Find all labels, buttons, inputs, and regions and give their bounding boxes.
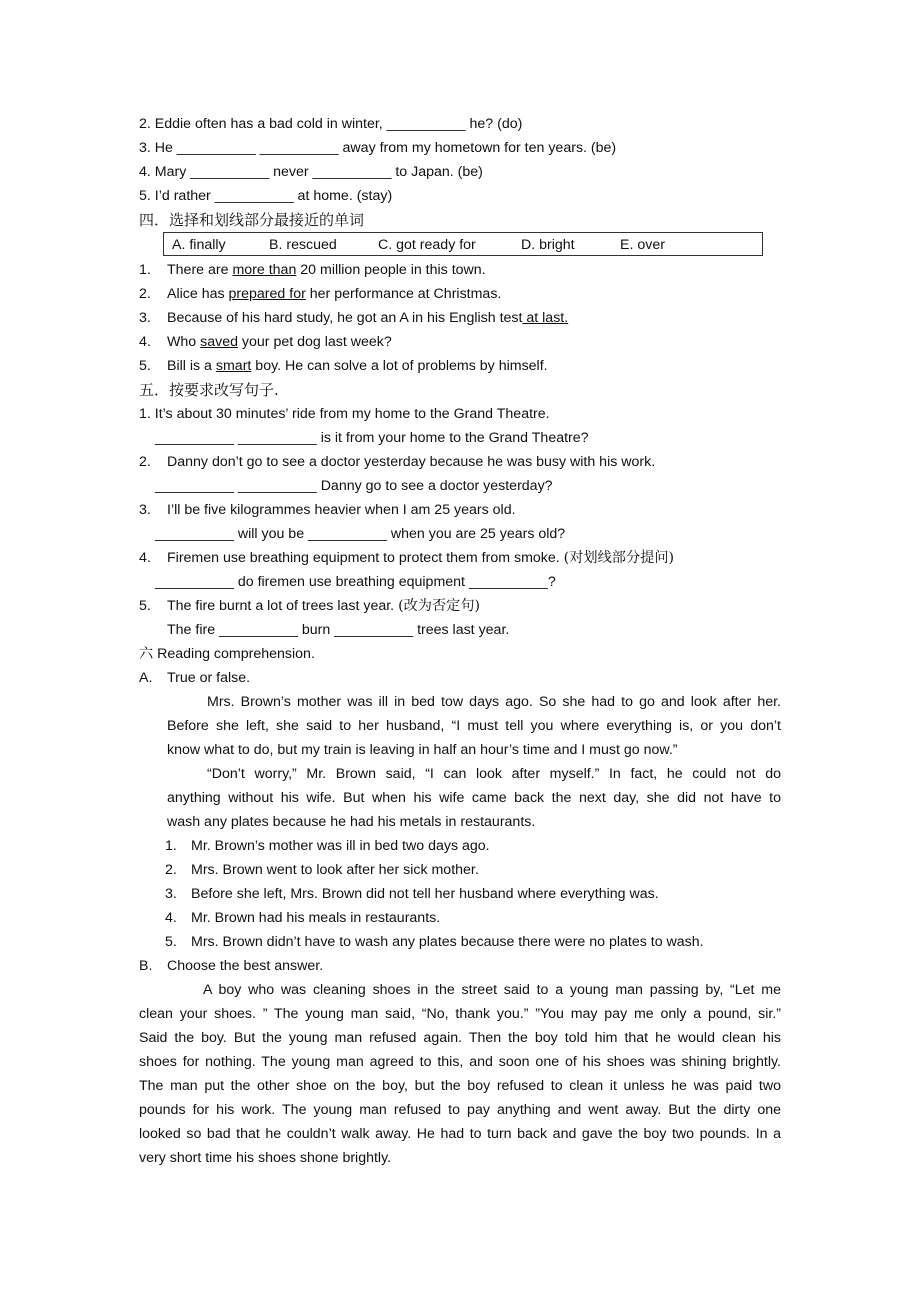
part-a-heading	[139, 668, 250, 688]
options-box	[163, 232, 763, 256]
underlined-phrase: smart	[215, 358, 252, 374]
item-text: Who	[167, 334, 201, 350]
passage-b-line: very short time his shoes shone brightly.	[139, 1150, 392, 1166]
passage-b-line: clean your shoes. ” The young man said, “No, thank you.” ”You may pay me only a pound, sir.”	[139, 1006, 781, 1022]
question-3-5: 5. I’d rather __________ at home. (stay)	[139, 188, 393, 204]
item-text: Mrs. Brown went to look after her sick mother.	[191, 862, 479, 878]
part-label: A.	[139, 670, 153, 686]
item-text: Mr. Brown had his meals in restaurants.	[191, 910, 441, 926]
option-a: A. finally	[172, 237, 226, 253]
item-number: 1.	[165, 838, 177, 854]
item-text: Mrs. Brown didn’t have to wash any plates because there were no plates to wash.	[191, 934, 704, 950]
option-b: B. rescued	[269, 237, 337, 253]
underlined-phrase: at last.	[522, 310, 569, 326]
true-false-statement	[165, 884, 659, 904]
item-number: 4.	[139, 334, 151, 350]
passage-a-line: Mrs. Brown’s mother was ill in bed tow days ago. So she had to go and look after her.	[207, 694, 781, 710]
true-false-statement	[165, 836, 490, 856]
part-title: True or false.	[167, 670, 251, 686]
question-3-4: 4. Mary __________ never __________ to Japan. (be)	[139, 164, 483, 180]
item-number: 4.	[139, 550, 151, 566]
item-text: Firemen use breathing equipment to protect them from smoke.	[167, 550, 564, 566]
rewrite-answer-1: __________ __________ is it from your home to the Grand Theatre?	[155, 430, 589, 446]
synonym-item	[139, 332, 392, 352]
synonym-item	[139, 356, 548, 376]
passage-b-line: pounds for his work. The young man refused to pay anything and went away. But the dirty one	[139, 1102, 781, 1118]
instruction-zh: (对划线部分提问)	[563, 550, 675, 566]
passage-a-line: Before she left, she said to her husband, “I must tell you where everything is, or you don’t	[167, 718, 781, 734]
item-text: The fire burnt a lot of trees last year.	[167, 598, 399, 614]
option-d: D. bright	[521, 237, 575, 253]
passage-a-line: know what to do, but my train is leaving in half an hour’s time and I must go now.”	[167, 742, 678, 758]
item-text: 20 million people in this town.	[296, 262, 486, 278]
section-title: Reading comprehension.	[153, 646, 315, 662]
item-text: Because of his hard study, he got an A in his English test	[167, 310, 523, 326]
true-false-statement	[165, 932, 704, 952]
item-number: 3.	[139, 310, 151, 326]
passage-b-line: looked so bad that he couldn’t walk away. He had to turn back and gave the boy two pounds. In a	[139, 1126, 781, 1142]
item-text: I’ll be five kilogrammes heavier when I am 25 years old.	[167, 502, 516, 518]
passage-a-line: wash any plates because he had his metals in restaurants.	[167, 814, 536, 830]
option-c: C. got ready for	[378, 237, 476, 253]
part-title: Choose the best answer.	[167, 958, 324, 974]
rewrite-answer-5: The fire __________ burn __________ trees last year.	[167, 622, 510, 638]
rewrite-answer-2: __________ __________ Danny go to see a doctor yesterday?	[155, 478, 553, 494]
rewrite-question-5	[139, 596, 480, 616]
passage-b-line: Said the boy. But the young man refused again. Then the boy told him that he would clean his	[139, 1030, 781, 1046]
item-text: There are	[167, 262, 233, 278]
item-text: her performance at Christmas.	[305, 286, 502, 302]
item-text: Before she left, Mrs. Brown did not tell her husband where everything was.	[191, 886, 659, 902]
passage-a-line: anything without his wife. But when his wife came back the next day, she did not have to	[167, 790, 781, 806]
section-5-heading: 五．按要求改写句子.	[139, 381, 279, 399]
synonym-item	[139, 260, 486, 280]
item-number: 5.	[139, 358, 151, 374]
item-number: 2.	[165, 862, 177, 878]
item-text: Alice has	[167, 286, 229, 302]
synonym-item	[139, 284, 501, 304]
part-label: B.	[139, 958, 153, 974]
underlined-phrase: saved	[200, 334, 238, 350]
item-number: 2.	[139, 454, 151, 470]
item-number: 1.	[139, 262, 151, 278]
rewrite-question-4	[139, 548, 674, 568]
item-number: 4.	[165, 910, 177, 926]
item-number: 3.	[139, 502, 151, 518]
passage-a-line: “Don’t worry,” Mr. Brown said, “I can look after myself.” In fact, he could not do	[207, 766, 781, 782]
rewrite-question-2	[139, 452, 655, 472]
underlined-phrase: prepared for	[228, 286, 306, 302]
question-3-2: 2. Eddie often has a bad cold in winter, __________ he? (do)	[139, 116, 523, 132]
instruction-zh: (改为否定句)	[398, 598, 481, 614]
item-text: boy. He can solve a lot of problems by himself.	[251, 358, 548, 374]
part-b-heading	[139, 956, 323, 976]
passage-b-line: A boy who was cleaning shoes in the street said to a young man passing by, “Let me	[203, 982, 781, 998]
item-text: Mr. Brown’s mother was ill in bed two days ago.	[191, 838, 490, 854]
rewrite-question-3	[139, 500, 516, 520]
item-number: 5.	[165, 934, 177, 950]
rewrite-answer-3: __________ will you be __________ when you are 25 years old?	[155, 526, 566, 542]
section-6-heading	[139, 644, 315, 664]
item-text: your pet dog last week?	[237, 334, 392, 350]
item-number: 5.	[139, 598, 151, 614]
item-number: 3.	[165, 886, 177, 902]
section-4-heading: 四．选择和划线部分最接近的单词	[139, 211, 365, 229]
section-number-zh: 六	[139, 646, 154, 662]
item-text: Bill is a	[167, 358, 216, 374]
rewrite-question-1: 1. It’s about 30 minutes’ ride from my home to the Grand Theatre.	[139, 406, 550, 422]
item-text: Danny don’t go to see a doctor yesterday because he was busy with his work.	[167, 454, 656, 470]
rewrite-answer-4: __________ do firemen use breathing equipment __________?	[155, 574, 556, 590]
item-number: 2.	[139, 286, 151, 302]
true-false-statement	[165, 860, 479, 880]
underlined-phrase: more than	[232, 262, 297, 278]
passage-b-line: shoes for nothing. The young man agreed to this, and soon one of his shoes was shining brightly.	[139, 1054, 781, 1070]
synonym-item	[139, 308, 568, 328]
option-e: E. over	[620, 237, 665, 253]
question-3-3: 3. He __________ __________ away from my hometown for ten years. (be)	[139, 140, 617, 156]
passage-b-line: The man put the other shoe on the boy, but the boy refused to clean it unless he was paid two	[139, 1078, 781, 1094]
true-false-statement	[165, 908, 440, 928]
